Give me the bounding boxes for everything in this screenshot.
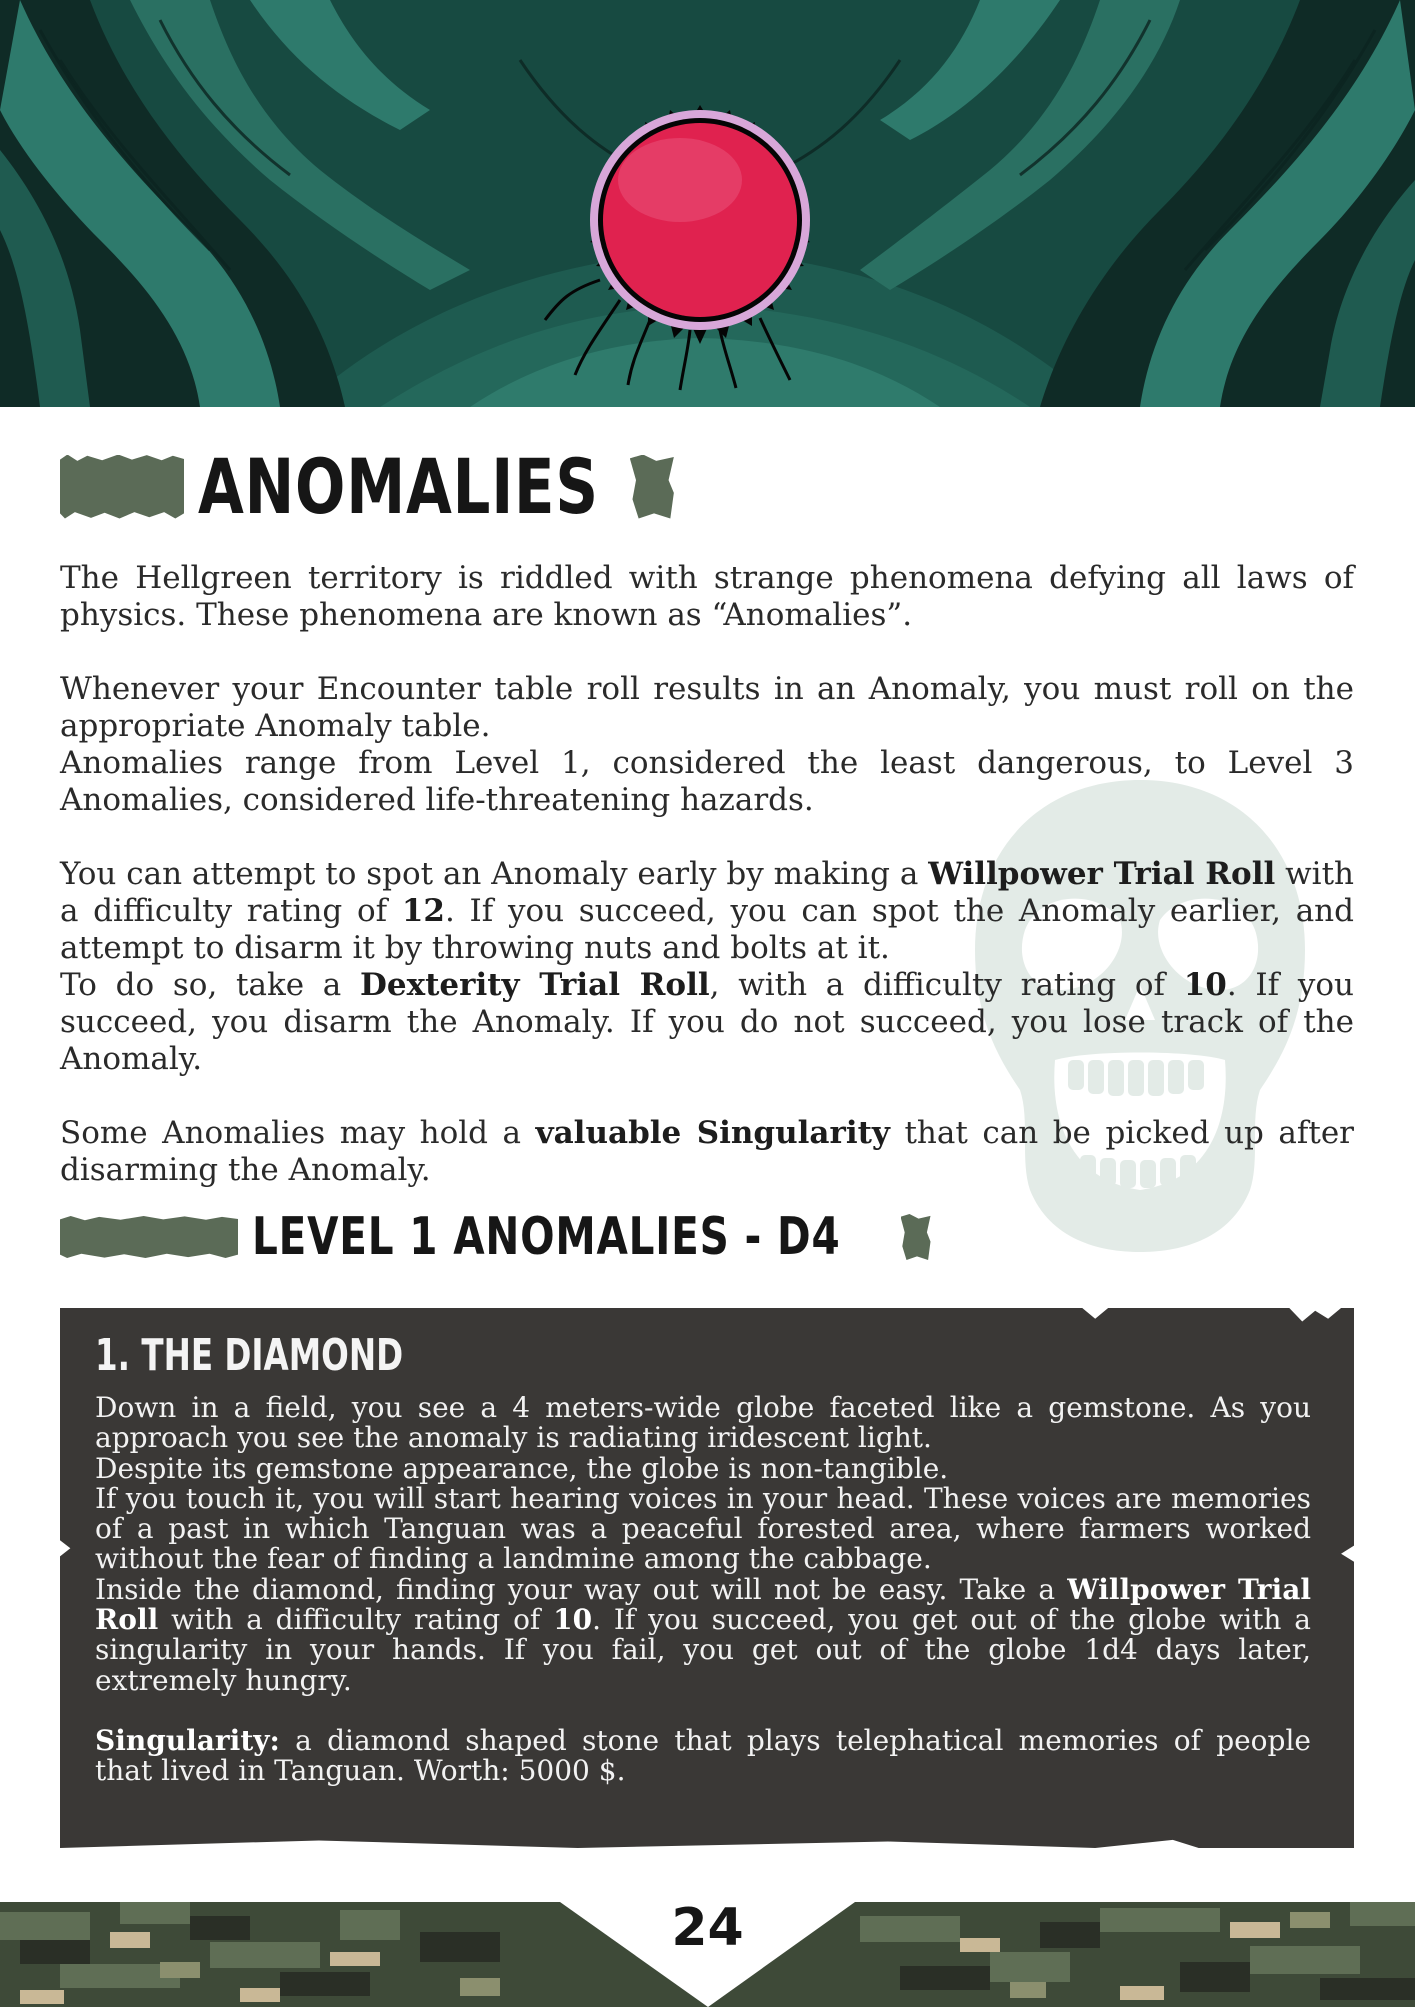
entry-paragraph: If you touch it, you will start hearing voices in your head. These voices are memories of a past in which Tanguan was a peaceful forested area, where farmers worked without the fear of finding a landmine among the cabbage. <box>95 1481 1311 1576</box>
page-title <box>60 442 674 531</box>
intro-paragraph: Whenever your Encounter table roll results in an Anomaly, you must roll on the appropriate Anomaly table. <box>60 671 1354 744</box>
entry-paragraph: Inside the diamond, finding your way out will not be easy. Take a Willpower Trial Roll with a difficulty rating of 10. If you succeed, you get out of the globe with a singularity in your hands. If you fail, you get out of the globe 1d4 days later, extremely hungry. <box>95 1572 1311 1697</box>
intro-paragraph: To do so, take a Dexterity Trial Roll, with a difficulty rating of 10. If you succeed, you disarm the Anomaly. If you do not succeed, you lose track of the Anomaly. <box>60 967 1354 1077</box>
heading-decor-end <box>630 455 674 519</box>
entry-paragraph: Down in a field, you see a 4 meters-wide globe faceted like a gemstone. As you approach you see the anomaly is radiating iridescent light. <box>95 1391 1311 1455</box>
intro-paragraph: You can attempt to spot an Anomaly early by making a Willpower Trial Roll with a difficulty rating of 12. If you succeed, you can spot the Anomaly earlier, and attempt to disarm it by throwing nuts and bolts at it. <box>60 856 1354 966</box>
difficulty-value: 12 <box>401 893 445 929</box>
intro-paragraph: The Hellgreen territory is riddled with strange phenomena defying all laws of physics. These phenomena are known as “Anomalies”. <box>60 560 1354 633</box>
difficulty-value: 10 <box>553 1603 593 1637</box>
singularity-term: valuable Singularity <box>535 1115 890 1151</box>
page-number: 24 <box>671 1898 744 1958</box>
willpower-trial-roll-term: Willpower Trial Roll <box>95 1572 1311 1637</box>
section-heading-text: LEVEL 1 ANOMALIES - D4 <box>252 1207 841 1267</box>
anomaly-entry-title: 1. THE DIAMOND <box>95 1330 404 1381</box>
difficulty-value: 10 <box>1183 967 1227 1003</box>
page-title-text: ANOMALIES <box>198 442 599 531</box>
intro-paragraph: Anomalies range from Level 1, considered the least dangerous, to Level 3 Anomalies, considered life-threatening hazards. <box>60 745 1354 818</box>
heading-decor-end <box>901 1214 931 1260</box>
header-illustration <box>0 0 1415 407</box>
heading-decor-bar <box>60 1216 238 1258</box>
section-heading <box>60 1207 931 1267</box>
singularity-label: Singularity: <box>95 1723 280 1757</box>
willpower-trial-roll-term: Willpower Trial Roll <box>928 856 1276 892</box>
intro-paragraph: Some Anomalies may hold a valuable Singularity that can be picked up after disarming the Anomaly. <box>60 1115 1354 1188</box>
intro-section <box>60 560 1354 1189</box>
singularity-paragraph: Singularity: a diamond shaped stone that plays telephatical memories of people that lived in Tanguan. Worth: 5000 $. <box>95 1723 1311 1788</box>
dexterity-trial-roll-term: Dexterity Trial Roll <box>360 967 710 1003</box>
heading-decor-bar <box>60 455 184 519</box>
anomaly-entry-text <box>95 1393 1311 1787</box>
entry-paragraph: Despite its gemstone appearance, the globe is non-tangible. <box>95 1451 949 1485</box>
